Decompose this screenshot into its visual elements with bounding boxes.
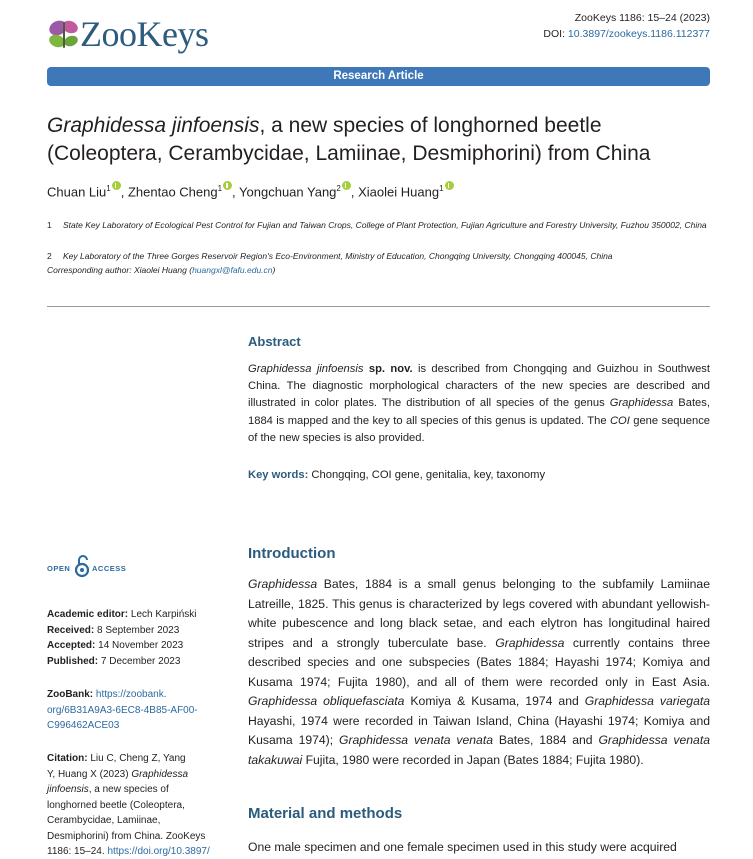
intro-taxon: Graphidessa venata venata	[338, 733, 493, 747]
author-affiliation-number: 1	[106, 184, 111, 193]
citation-label: Citation:	[47, 753, 88, 764]
citation-text: 1186: 15–24.	[47, 846, 108, 857]
open-access-lock-icon	[74, 554, 90, 578]
keywords	[248, 469, 545, 481]
intro-taxon: Graphidessa venata takakuwai	[248, 733, 710, 767]
intro-segment: Komiya & Kusama, 1974 and	[404, 694, 585, 708]
author-affiliation-number: 1	[217, 184, 223, 193]
open-access-right: ACCESS	[92, 564, 127, 573]
intro-taxon: Graphidessa	[495, 635, 565, 650]
label: Received:	[47, 624, 95, 636]
journal-reference: ZooKeys 1186: 15–24 (2023)	[574, 12, 710, 24]
intro-taxon: Graphidessa obliquefasciata	[248, 694, 405, 708]
abstract-coi: COI	[609, 414, 630, 427]
keywords-label: Key words:	[248, 469, 309, 481]
author-name[interactable]: Yongchuan Yang	[239, 184, 337, 200]
affiliation-text: State Key Laboratory of Ecological Pest Control for Fujian and Taiwan Crops, College of Plant Protection, Fujian Agriculture and Forestry University, Fuzhou 350002, China	[63, 220, 707, 230]
corresponding-label: Corresponding author: Xiaolei Huang (	[47, 265, 193, 275]
author-affiliation-number: 2	[336, 184, 341, 193]
abstract-text	[248, 361, 710, 447]
doi-line	[543, 27, 710, 42]
intro-segment: Hayashi, 1974 were recorded in Taiwan Island, China (Hayashi 1974; Komiya and Kusama 1974);	[248, 713, 710, 747]
received-date	[47, 623, 222, 639]
article-title	[47, 112, 717, 168]
abstract-segment: gene sequence of the new species is also provided.	[248, 414, 711, 444]
citation-doi-link[interactable]: https://doi.org/10.3897/	[107, 846, 210, 857]
orcid-icon[interactable]	[223, 181, 232, 190]
abstract-segment: is described from Chongqing and Guizhou in Southwest China. The diagnostic morphological characters of the new species are described and illustrated in color plates. The distribution of all species of the genus	[248, 363, 710, 410]
keywords-text: Chongqing, COI gene, genitalia, key, taxonomy	[308, 469, 546, 481]
introduction-text	[248, 575, 710, 770]
value: 8 September 2023	[94, 624, 180, 636]
affiliation-text: Key Laboratory of the Three Gorges Reservoir Region's Eco-Environment, Ministry of Education, Chongqing University, Chongqing 400045, China	[63, 251, 613, 261]
citation-text: Y, Huang X (2023)	[47, 768, 132, 780]
article-dates	[47, 607, 222, 669]
zoobank-label: ZooBank:	[47, 689, 94, 700]
author-name[interactable]: Xiaolei Huang	[358, 184, 440, 200]
value: 7 December 2023	[98, 655, 181, 667]
abstract-genus: Graphidessa	[609, 397, 674, 410]
divider	[47, 306, 710, 307]
abstract-heading: Abstract	[248, 334, 301, 349]
intro-taxon: Graphidessa variegata	[584, 694, 711, 708]
citation-text: Cerambycidae, Lamiinae,	[47, 815, 161, 826]
introduction-heading: Introduction	[248, 545, 336, 562]
citation-species: Graphidessa	[131, 768, 189, 780]
affiliation-1	[47, 219, 709, 233]
label: Academic editor:	[47, 609, 129, 620]
author-name[interactable]: Chuan Liu	[47, 184, 107, 200]
zoobank-link[interactable]: https://zoobank.	[93, 689, 167, 700]
citation-text: , a new species of	[88, 784, 169, 795]
label: Published:	[47, 655, 99, 667]
abstract-spnov: sp. nov.	[363, 363, 413, 375]
article-type-banner: Research Article	[47, 67, 710, 86]
author-name[interactable]: Zhentao Cheng	[127, 184, 218, 200]
zoobank-link[interactable]: C996462ACE03	[47, 720, 120, 731]
corresponding-email-link[interactable]: huangxl@fafu.edu.cn	[192, 265, 273, 275]
accepted-date	[47, 638, 222, 654]
academic-editor	[47, 607, 222, 623]
open-access-badge	[47, 554, 137, 582]
intro-taxon: Graphidessa	[248, 577, 318, 591]
doi-link[interactable]: 10.3897/zookeys.1186.112377	[567, 28, 710, 40]
open-access-left: OPEN	[47, 564, 71, 573]
value: 14 November 2023	[95, 640, 184, 651]
affiliation-2	[47, 250, 709, 264]
corresponding-close: )	[272, 265, 276, 275]
abstract-species: Graphidessa jinfoensis	[248, 363, 364, 375]
abstract-segment: Bates, 1884 is mapped and the key to all species of this genus is updated. The	[248, 397, 710, 427]
citation-species: jinfoensis	[47, 784, 89, 795]
citation-block	[47, 751, 222, 859]
intro-segment: Fujita, 1980 were recorded in Japan (Bates 1884; Fujita 1980).	[302, 752, 644, 767]
intro-segment: currently contains three described species and one subspecies (Bates 1884; Hayashi 1974; Komiya and Kusama 1974; Fujita 1980), and all of them were recorded only in East Asia.	[248, 635, 710, 689]
intro-segment: Bates, 1884 is a small genus belonging to the subfamily Lamiinae Latreille, 1825. This genus is characterized by legs covered with abundant yellowish-white pubescence and long black setae, and each elytron has longitudinal haired stripes and a strongly tuberculate base.	[248, 577, 710, 650]
zookeys-logo[interactable]	[46, 12, 246, 56]
author-affiliation-number: 1	[439, 184, 444, 193]
orcid-icon[interactable]	[342, 181, 351, 190]
title-rest: , a new species of longhorned beetle (Coleoptera, Cerambycidae, Lamiinae, Desmiphorini) from China	[47, 114, 651, 165]
zoobank-block	[47, 687, 222, 734]
zoobank-link[interactable]: org/6B31A9A3-6EC8-4B85-AF00-	[47, 704, 198, 716]
butterfly-icon	[46, 14, 82, 54]
methods-heading: Material and methods	[248, 805, 403, 822]
label: Accepted:	[47, 640, 96, 651]
doi-label: DOI:	[543, 28, 565, 40]
orcid-icon[interactable]	[112, 181, 121, 190]
published-date	[47, 654, 222, 670]
citation-text: Liu C, Cheng Z, Yang	[87, 753, 186, 764]
citation-text: longhorned beetle (Coleoptera,	[47, 799, 185, 811]
affiliation-number: 2	[47, 251, 52, 261]
citation-text: Desmiphorini) from China. ZooKeys	[47, 830, 206, 842]
methods-text: One male specimen and one female specimen used in this study were acquired	[248, 840, 677, 854]
journal-name: ZooKeys	[80, 14, 209, 54]
affiliation-number: 1	[47, 220, 52, 230]
author-list: Chuan Liu$^1$ , Zhentao Cheng$^1$ , Yongchuan Yang$^2$ , Xiaolei Huang$^1$	[47, 182, 454, 199]
corresponding-author	[47, 264, 275, 278]
orcid-icon[interactable]	[445, 181, 454, 190]
title-species: Graphidessa jinfoensis	[47, 114, 260, 137]
value: Lech Karpiński	[128, 609, 197, 620]
intro-segment: Bates, 1884 and	[493, 733, 599, 747]
